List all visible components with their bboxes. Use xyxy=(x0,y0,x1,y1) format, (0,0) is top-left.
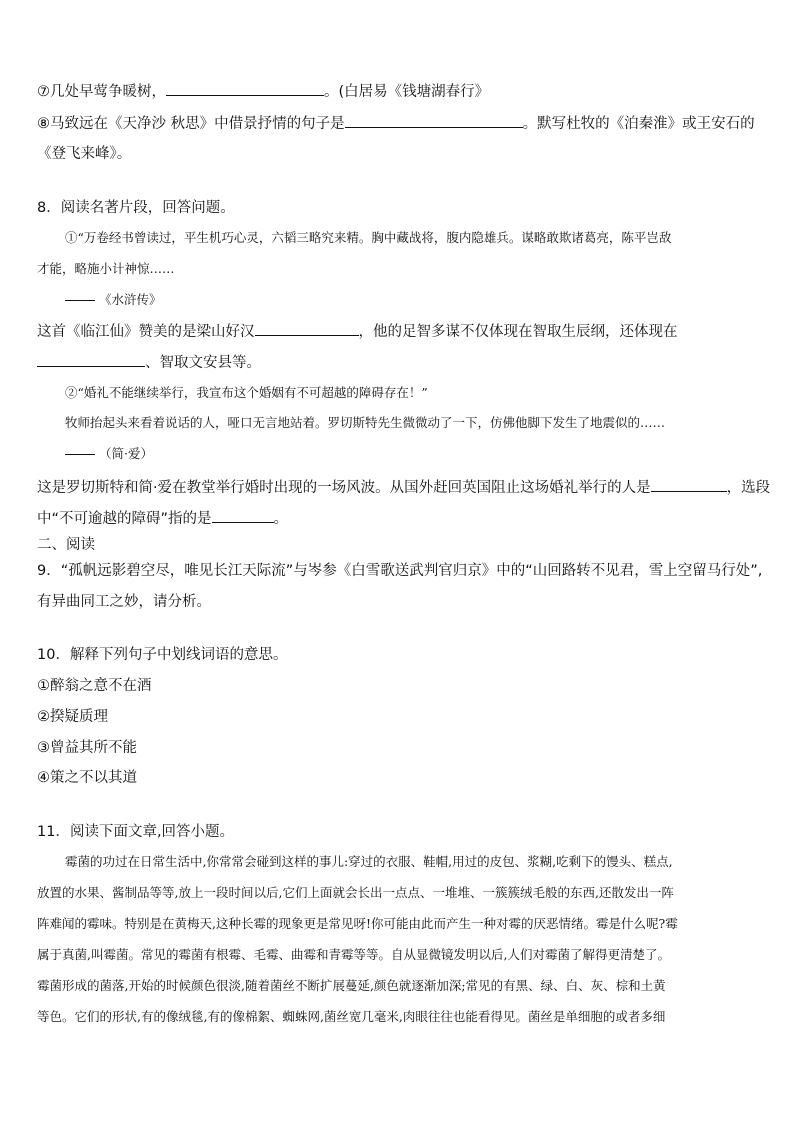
q8-excerpt2-line1: ②“婚礼不能继续举行，我宣布这个婚姻有不可超越的障碍存在！” xyxy=(65,385,428,400)
answer-blank[interactable] xyxy=(345,113,523,128)
answer-blank[interactable] xyxy=(255,321,359,336)
q11-passage-line: 霉菌的功过在日常生活中,你常常会碰到这样的事儿:穿过的衣服、鞋帽,用过的皮包、浆糊,吃剩下的馒头、糕点, xyxy=(65,854,673,869)
source-dash xyxy=(65,454,95,455)
q10-heading: 10．解释下列句子中划线词语的意思。 xyxy=(37,647,288,663)
q11-passage-line: 放置的水果、酱制品等等,放上一段时间以后,它们上面就会长出一点点、一堆堆、一簇簇绒毛般的东西,还散发出一阵 xyxy=(37,885,674,900)
q11-passage-line: 属于真菌,叫霉菌。常见的霉菌有根霉、毛霉、曲霉和青霉等等。自从显微镜发明以后,人们对霉菌了解得更清楚了。 xyxy=(37,947,670,962)
answer-blank[interactable] xyxy=(651,477,727,492)
q11-passage-line: 等色。它们的形状,有的像绒毯,有的像棉絮、蜘蛛网,菌丝宽几毫米,肉眼往往也能看得见。菌丝是单细胞的或者多细 xyxy=(37,1009,666,1024)
q8-excerpt1-line2: 才能，略施小计神惊…… xyxy=(37,261,175,276)
answer-blank[interactable] xyxy=(37,352,145,367)
q9-line2: 有异曲同工之妙，请分析。 xyxy=(37,594,211,610)
q11-heading: 11．阅读下面文章,回答小题。 xyxy=(37,824,235,840)
q11-passage-line: 阵难闻的霉味。特别是在黄梅天,这种长霉的现象更是常见呀!你可能由此而产生一种对霉的厌恶情绪。霉是什么呢?霉 xyxy=(37,916,678,931)
answer-blank[interactable] xyxy=(212,508,274,523)
q7-line-8-cont: 《登飞来峰》。 xyxy=(37,146,132,162)
section-heading: 二、阅读 xyxy=(37,537,95,553)
q8-source1: 《水浒传》 xyxy=(65,290,162,310)
q8-excerpt1-line1: ①“万卷经书曾读过，平生机巧心灵，六韬三略究来精。胸中藏战将，腹内隐雄兵。谋略敢欺诸葛亮，陈平岂敌 xyxy=(65,230,672,245)
q8-ask1-line1: 这首《临江仙》赞美的是梁山好汉 ，他的足智多谋不仅体现在智取生辰纲，还体现在 xyxy=(37,321,678,342)
source-dash xyxy=(65,300,95,301)
q8-ask2-line1: 这是罗切斯特和简·爱在教堂举行婚时出现的一场风波。从国外赶回英国阻止这场婚礼举行的人是 ，选段 xyxy=(37,477,770,498)
q8-ask1-line2: 、智取文安县等。 xyxy=(37,352,261,373)
q8-ask2-line2: 中“不可逾越的障碍”指的是 。 xyxy=(37,508,288,529)
q7-line-8: ⑧马致远在《天净沙 秋思》中借景抒情的句子是 。默写杜牧的《泊秦淮》或王安石的 xyxy=(37,113,755,134)
q7-line-7: ⑦几处早莺争暖树， 。(白居易《钱塘湖春行》 xyxy=(37,81,489,102)
q8-heading: 8．阅读名著片段，回答问题。 xyxy=(37,200,235,216)
q8-excerpt2-line2: 牧师抬起头来看着说话的人，哑口无言地站着。罗切斯特先生微微动了一下，仿佛他脚下发生了地震似的…… xyxy=(65,415,666,430)
q9-line1: 9．“孤帆远影碧空尽，唯见长江天际流”与岑参《白雪歌送武判官归京》中的“山回路转不见君，雪上空留马行处”, xyxy=(37,563,763,579)
answer-blank[interactable] xyxy=(166,81,324,96)
q10-item: ③曾益其所不能 xyxy=(37,740,137,756)
q8-source2: （简·爱） xyxy=(65,444,153,464)
q10-item: ②揆疑质理 xyxy=(37,709,108,725)
q11-passage-line: 霉菌形成的菌落,开始的时候颜色很淡,随着菌丝不断扩展蔓延,颜色就逐渐加深;常见的有黑、绿、白、灰、棕和土黄 xyxy=(37,978,666,993)
q10-item: ④策之不以其道 xyxy=(37,770,137,786)
q10-item: ①醉翁之意不在酒 xyxy=(37,678,152,694)
